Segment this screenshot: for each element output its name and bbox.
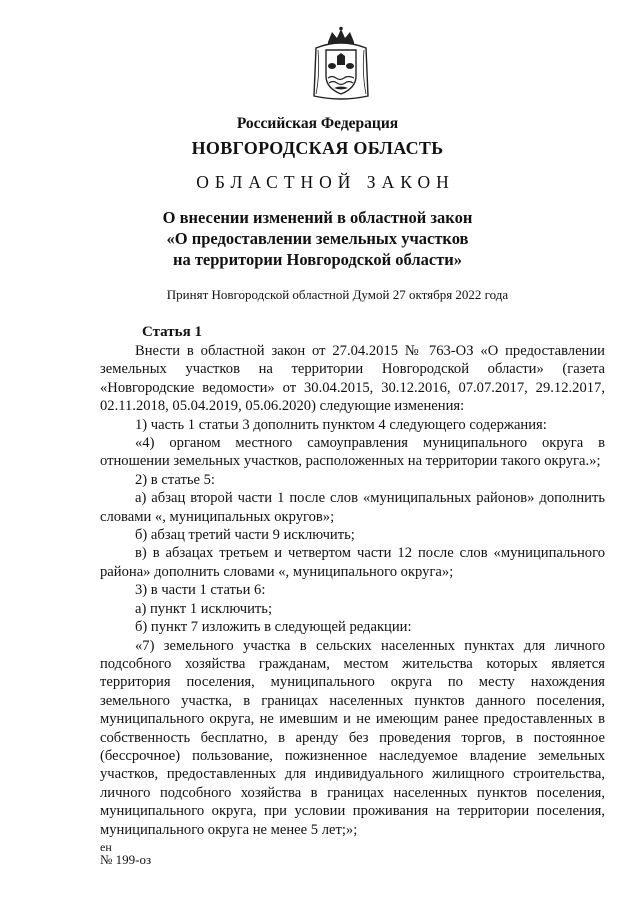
law-number: № 199-оз bbox=[100, 852, 152, 867]
law-title-line: «О предоставлении земельных участков bbox=[166, 229, 469, 248]
region-name: НОВГОРОДСКАЯ ОБЛАСТЬ bbox=[191, 138, 444, 158]
article-paragraph: Внести в областной закон от 27.04.2015 № 763-ОЗ «О предоставлении земельных участков на территории Новгородской области» (газета «Новгородские ведомости» от 30.04.2015, 30.12.2016, 07.07.2017, 29.12.2017, 02.11.2018, 05.04.2019, 05.06.2020) следующие изменения: bbox=[100, 343, 605, 415]
article-heading: Статья 1 bbox=[142, 324, 202, 340]
article-paragraph: «7) земельного участка в сельских населенных пунктах для личного подсобного хозяйства гражданам, местом жительства которых является территория поселения, муниципального округа по месту нахождения земельного участка, в границах населенных пунктов данного поселения, муниципального округа, не имевшим и не имеющим ранее предоставленных в собственность бесплатно, в аренду без проведения торгов, в постоянное (бессрочное) пользование, пожизненное наследуемое владение земельных участков, предоставленных для индивидуального жилищного строительства, личного подсобного хозяйства в границах населенных пунктов поселения, муниципального округа, при условии проживания на территории поселения, муниципального округа не менее 5 лет;»; bbox=[100, 637, 605, 838]
article-body bbox=[100, 342, 605, 839]
article-paragraph: а) абзац второй части 1 после слов «муниципальных районов» дополнить словами «, муниципальных округов»; bbox=[100, 490, 605, 525]
article-paragraph: в) в абзацах третьем и четвертом части 12 после слов «муниципального района» дополнить словами «, муниципального округа»; bbox=[100, 545, 605, 580]
article-paragraph: 2) в статье 5: bbox=[135, 471, 215, 488]
footer-initials: ен bbox=[100, 840, 112, 854]
adoption-note: Принят Новгородской областной Думой 27 октября 2022 года bbox=[166, 287, 509, 302]
law-title-line: О внесении изменений в областной закон bbox=[162, 208, 473, 227]
coat-of-arms-icon bbox=[310, 26, 372, 102]
article-paragraph: б) абзац третий части 9 исключить; bbox=[135, 527, 355, 544]
article-paragraph: 3) в части 1 статьи 6: bbox=[135, 582, 266, 599]
law-type: ОБЛАСТНОЙ ЗАКОН bbox=[196, 172, 455, 192]
country-name: Российская Федерация bbox=[236, 115, 399, 132]
article-paragraph: 1) часть 1 статьи 3 дополнить пунктом 4 следующего содержания: bbox=[135, 416, 547, 433]
article-paragraph: а) пункт 1 исключить; bbox=[135, 600, 273, 617]
article-paragraph: «4) органом местного самоуправления муниципального округа в отношении земельных участков, расположенных на территории такого округа.»; bbox=[100, 435, 605, 470]
article-paragraph: б) пункт 7 изложить в следующей редакции: bbox=[135, 619, 412, 636]
law-title-line: на территории Новгородской области» bbox=[172, 250, 463, 269]
